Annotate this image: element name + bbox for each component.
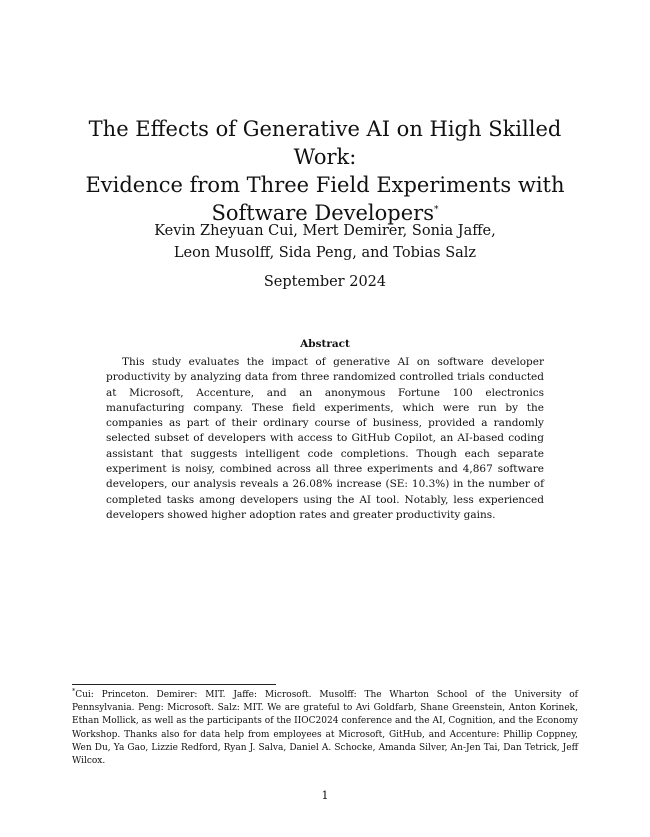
publication-date: September 2024 (263, 274, 387, 290)
author-list (60, 220, 590, 264)
title-line-2: Evidence from Three Field Experiments with (85, 173, 565, 197)
title-line-3-text: Software Developers (211, 201, 434, 225)
author-line-1: Kevin Zheyuan Cui, Mert Demirer, Sonia Jaffe, (154, 223, 496, 239)
footnote-divider (72, 684, 276, 685)
author-line-2: Leon Musolff, Sida Peng, and Tobias Salz (173, 245, 477, 261)
title-line-1: The Effects of Generative AI on High Skilled Work: (88, 117, 562, 169)
footnote-text: Cui: Princeton. Demirer: MIT. Jaffe: Microsoft. Musolff: The Wharton School of the University of Pennsylvania. Peng: Microsoft. Salz: MIT. We are grateful to Avi Goldfarb, Shane Greenstein, Anton Korinek, Ethan Mollick, as well as the participants of the IIOC2024 conference and the AI, Cognition, and the Economy Workshop. Thanks also for data help from employees at Microsoft, GitHub, and Accenture: Phillip Coppney, Wen Du, Ya Gao, Lizzie Redford, Ryan J. Salva, Daniel A. Schocke, Amanda Silver, An-Jen Tai, Dan Tetrick, Jeff Wilcox. (72, 690, 578, 767)
title-footnote-mark[interactable]: * (433, 205, 439, 215)
footnote (72, 689, 578, 768)
abstract-heading: Abstract (300, 338, 350, 350)
footnote-mark: * (72, 687, 76, 695)
abstract-text: This study evaluates the impact of generative AI on software developer productivity by analyzing data from three randomized controlled trials conducted at Microsoft, Accenture, and an anonymous Fortune 100 electronics manufacturing company. These field experiments, which were run by the companies as part of their ordinary course of business, provided a randomly selected subset of developers with access to GitHub Copilot, an AI-based coding assistant that suggests intelligent code completions. Though each separate experiment is noisy, combined across all three experiments and 4,867 software developers, our analysis reveals a 26.08% increase (SE: 10.3%) in the number of completed tasks among developers using the AI tool. Notably, less experienced developers showed higher adoption rates and greater productivity gains. (106, 356, 544, 521)
page-number: 1 (321, 789, 329, 802)
paper-title (60, 115, 590, 227)
